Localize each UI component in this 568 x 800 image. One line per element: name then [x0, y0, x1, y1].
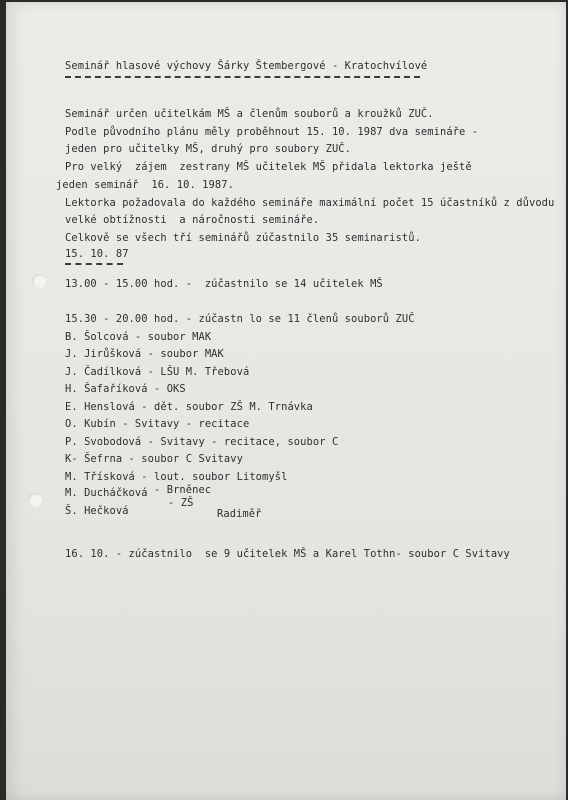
participant-7: P. Svobodová - Svitavy - recitace, soubor C — [65, 436, 339, 448]
participant-11: Š. Hečková — [65, 505, 129, 517]
document-page — [6, 2, 566, 800]
note-brnenec: - Brněnec — [154, 484, 212, 496]
participant-1: B. Šolcová - soubor MAK — [65, 331, 212, 343]
participant-9: M. Třísková - lout. soubor Litomyšl — [65, 471, 288, 483]
intro-line-2: Podle původního plánu měly proběhnout 15. 10. 1987 dva semináře - — [65, 126, 479, 138]
session-2: 15.30 - 20.00 hod. - zúčastn lo se 11 členů souborů ZUČ — [65, 313, 415, 325]
participant-10: M. Ducháčková — [65, 487, 148, 499]
participant-3: J. Čadílková - LŠU M. Třebová — [65, 366, 250, 378]
document-title: Seminář hlasové výchovy Šárky Štembergové - Kratochvílové — [65, 60, 428, 72]
punch-hole-bottom — [28, 493, 42, 507]
intro-line-1: Seminář určen učitelkám MŠ a členům souborů a kroužků ZUČ. — [65, 108, 434, 120]
intro-line-6: Lektorka požadovala do každého semináře maximální počet 15 účastníků z důvodu — [65, 197, 555, 209]
participant-5: E. Henslová - dět. soubor ZŠ M. Trnávka — [65, 401, 313, 413]
participant-4: H. Šafaříková - OKS — [65, 383, 186, 395]
participant-2: J. Jirůšková - soubor MAK — [65, 348, 224, 360]
title-underline — [65, 76, 420, 78]
date-heading: 15. 10. 87 — [65, 248, 129, 260]
note-radimer: Radiměř — [217, 508, 262, 520]
date-underline — [65, 263, 123, 265]
punch-hole-top — [32, 274, 46, 288]
participant-8: K- Šefrna - soubor C Svitavy — [65, 453, 243, 465]
note-zs: - ZŠ — [168, 497, 194, 509]
intro-line-5: jeden seminář 16. 10. 1987. — [56, 179, 234, 191]
intro-line-4: Pro velký zájem zestrany MŠ učitelek MŠ přidala lektorka ještě — [65, 161, 472, 173]
intro-line-7: velké obtížnosti a náročnosti semináře. — [65, 214, 320, 226]
session-1: 13.00 - 15.00 hod. - zúčastnilo se 14 učitelek MŠ — [65, 278, 383, 290]
intro-line-8: Celkově se všech tří seminářů zúčastnilo 35 seminaristů. — [65, 232, 421, 244]
participant-6: O. Kubín - Svitavy - recitace — [65, 418, 250, 430]
intro-line-3: jeden pro učitelky MŠ, druhý pro soubory ZUČ. — [65, 143, 352, 155]
session-3: 16. 10. - zúčastnilo se 9 učitelek MŠ a Karel Tothn- soubor C Svitavy — [65, 548, 510, 560]
